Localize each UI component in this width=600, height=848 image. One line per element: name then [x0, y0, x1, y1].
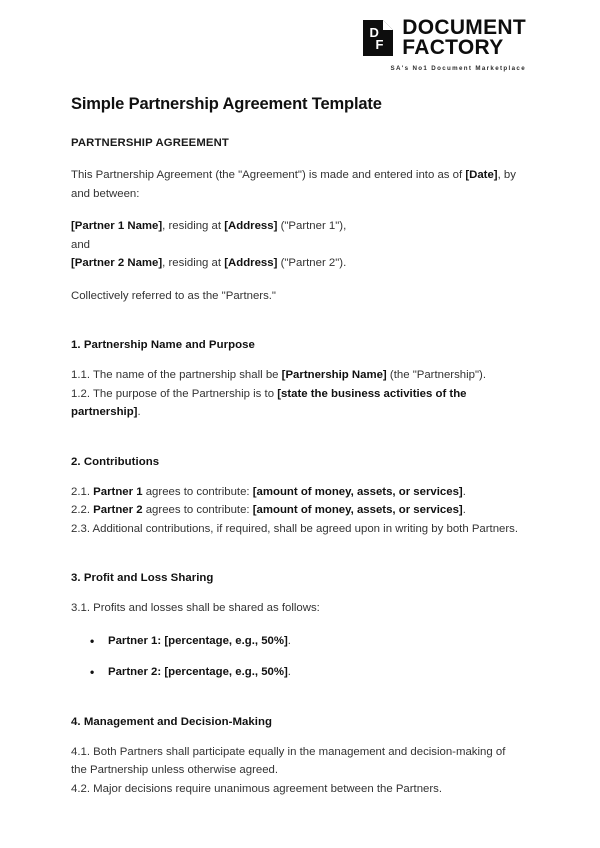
- profit-share-list: [71, 633, 523, 682]
- page-title: Simple Partnership Agreement Template: [71, 95, 382, 113]
- list-item: [71, 664, 523, 682]
- clause-2-2-amount-placeholder: [amount of money, assets, or services]: [252, 504, 463, 517]
- bullet-2-tail: .: [287, 666, 291, 679]
- section-3-heading: 3. Profit and Loss Sharing: [71, 572, 214, 585]
- collective-reference: Collectively referred to as the "Partners.": [71, 289, 276, 302]
- section-4-heading: 4. Management and Decision-Making: [71, 715, 273, 728]
- partner-2-tail: ("Partner 2").: [277, 257, 347, 270]
- clause-2-2: [71, 501, 523, 519]
- date-placeholder: [Date]: [465, 169, 498, 182]
- business-activities-placeholder: [state the business activities of the partnership]: [71, 387, 467, 419]
- brand-name-line-2: FACTORY: [402, 35, 504, 59]
- clause-2-2-post: .: [462, 504, 466, 517]
- intro-post: , by and between:: [71, 169, 516, 200]
- clause-1-1-pre: 1.1. The name of the partnership shall be: [71, 369, 282, 382]
- clause-1-1: [71, 366, 523, 384]
- list-item: [71, 633, 523, 651]
- section-1-heading: 1. Partnership Name and Purpose: [71, 339, 255, 352]
- bullet-1-tail: .: [287, 634, 291, 647]
- partner-1-address: [Address]: [224, 220, 278, 233]
- clause-2-2-partner: Partner 2: [93, 504, 143, 517]
- partner-1-line: [71, 217, 523, 235]
- document-file-icon: [363, 20, 393, 56]
- clause-3-1: 3.1. Profits and losses shall be shared as follows:: [71, 602, 320, 615]
- intro-paragraph: [71, 166, 523, 203]
- brand-name-line-1: DOCUMENT: [402, 16, 526, 39]
- parties-conjunction: and: [71, 238, 91, 251]
- partner-2-name: [Partner 2 Name]: [71, 257, 163, 270]
- clause-2-1-partner: Partner 1: [93, 485, 143, 498]
- clause-1-2-post: .: [137, 406, 141, 419]
- logo-letter-d: D: [369, 24, 380, 40]
- clause-2-1-post: .: [462, 485, 466, 498]
- intro-pre: This Partnership Agreement (the "Agreement") is made and entered into as of: [71, 169, 466, 182]
- clause-1-2-pre: 1.2. The purpose of the Partnership is to: [71, 387, 278, 400]
- clause-4-1: 4.1. Both Partners shall participate equally in the management and decision-making of the Partnership unless otherwise agreed.: [71, 745, 506, 777]
- brand-wordmark: [402, 18, 526, 58]
- brand-header: [363, 18, 526, 72]
- clause-2-3: 2.3. Additional contributions, if required, shall be agreed upon in writing by both Partners.: [71, 522, 519, 535]
- clause-2-1-mid: agrees to contribute:: [142, 485, 253, 498]
- partner-1-tail: ("Partner 1"),: [277, 220, 347, 233]
- partner-1-mid: , residing at: [162, 220, 225, 233]
- bullet-2-text: Partner 2: [percentage, e.g., 50%]: [108, 666, 288, 679]
- document-body: [71, 94, 523, 798]
- clause-2-2-mid: agrees to contribute:: [142, 504, 253, 517]
- clause-2-1-num: 2.1.: [71, 485, 94, 498]
- clause-1-1-post: (the "Partnership").: [386, 369, 486, 382]
- logo-lockup: [363, 18, 526, 58]
- logo-letter-f: F: [375, 36, 384, 52]
- section-2-heading: 2. Contributions: [71, 455, 160, 468]
- clause-4-2: 4.2. Major decisions require unanimous agreement between the Partners.: [71, 782, 443, 795]
- clause-2-2-num: 2.2.: [71, 504, 94, 517]
- partner-2-line: [71, 254, 523, 272]
- clause-2-1: [71, 483, 523, 501]
- partner-2-mid: , residing at: [162, 257, 225, 270]
- clause-2-1-amount-placeholder: [amount of money, assets, or services]: [252, 485, 463, 498]
- document-subtitle: PARTNERSHIP AGREEMENT: [71, 137, 229, 150]
- bullet-1-text: Partner 1: [percentage, e.g., 50%]: [108, 634, 288, 647]
- partner-1-name: [Partner 1 Name]: [71, 220, 163, 233]
- clause-1-2: [71, 385, 523, 422]
- partner-2-address: [Address]: [224, 257, 278, 270]
- partnership-name-placeholder: [Partnership Name]: [281, 369, 387, 382]
- brand-tagline: SA's No1 Document Marketplace: [390, 64, 526, 72]
